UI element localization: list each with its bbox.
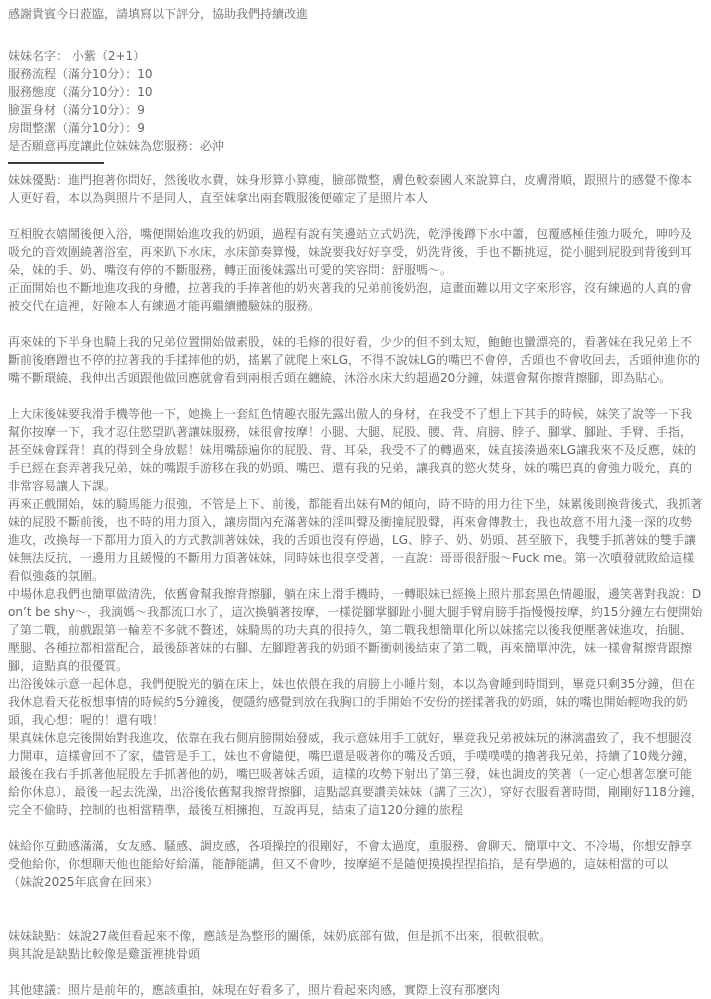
section-main-service (8, 405, 703, 819)
rating-row-looks (8, 101, 703, 119)
review-line: 出浴後妹示意一起休息，我們便脫光的躺在床上，妹也依偎在我的肩膀上小睡片刻，本以為會睡到時間到，畢竟只剩35分鐘，但在我休息看天花板想事情的時候約5分鐘後，便隱約感覺到放在我胸口的手開始不安份的搓揉著我的奶頭，妹的嘴也開始輕吻我的奶頭，我心想：喔的！還有哦！ (8, 677, 696, 727)
rating-separator: ： (125, 121, 138, 135)
rating-label: 服務態度（滿分10分） (8, 85, 126, 99)
review-line: 妹給你互動感滿滿，女友感、騷感、調皮感，各項操控的很剛好，不會太過度，重服務、會聊天、簡單中文、不冷場，你想安靜享受他給你，你想聊天他也能給好給滿，能靜能講，但又不會吵，按摩絕不是隨便摸摸捏捏掐掐，是有學過的，這妹相當的可以 (8, 839, 693, 871)
review-line: 妹妹缺點：妹說27歲但看起來不像，應該是為整形的關係，妹奶底部有做，但是抓不出來，很軟很軟。 (8, 929, 552, 943)
section-pros (8, 171, 703, 207)
review-line: 妹妹優點：進門抱著你問好，然後收水費，妹身形算小算瘦，臉部微整，膚色較泰國人來說算白，皮膚滑順，跟照片的感覺不像本人更好看，本以為與照片不是同人，直至妹拿出兩套戰服後便確定了是照片本人 (8, 173, 693, 205)
rating-label: 臉蛋身材（滿分10分） (8, 103, 126, 117)
rating-form (8, 47, 703, 155)
section-suggestion (8, 981, 703, 999)
review-line: 上大床後妹要我滑手機等他一下，她換上一套紅色情趣衣服先露出傲人的身材，在我受不了想上下其手的時候，妹笑了說等一下我幫你按摩一下，我才忍住慾望趴著讓妹服務，妹很會按摩！小腿、大腿、屁股、腰、背、肩膀、脖子、腳掌、腳趾、手臂、手指，甚至妹會踩背！真的得到全身放鬆！妹用嘴舔遍你的屁股、背、耳朵，我受不了的轉過來，妹直接湊過來LG讓我來不及反應，妹的手已經在套弄著我兄弟，妹的嘴跟手游移在我的奶頭、嘴巴、還有我的兄弟，讓我真的慾火焚身，妹的嘴巴真的會強力吸允，真的非常容易讓人下課。 (8, 407, 696, 493)
rating-label: 房間整潔（滿分10分） (8, 121, 126, 135)
rating-separator: ： (125, 85, 138, 99)
rating-separator: ： (125, 103, 138, 117)
review-line: 再來正戲開始，妹的騎馬能力很強，不管是上下、前後，都能看出妹有M的傾向，時不時的用力往下坐，妹累後則換背後式，我抓著妹的屁股不斷前後，也不時的用力頂入，讓房間內充滿著妹的淫叫聲及衝撞屁股聲，再來會傳教士，我也故意不用九淺一深的攻勢進攻，改換每一下都用力頂入的方式教訓著妹妹，我的舌頭也沒有停過，LG、脖子、奶、奶頭、甚至腋下，我雙手抓著妹的雙手讓妹無法反抗，一邊用力且緩慢的不斷用力頂著妹妹，同時妹也很享受著，一直說：哥哥很舒服～Fuck me。第一次噴發就敗給這樣看似強姦的氛圍。 (8, 497, 703, 583)
survey-intro-text: 感謝貴賓今日蒞臨，請填寫以下評分，協助我們持續改進 (8, 7, 309, 21)
section-bath (8, 225, 703, 315)
rating-value: 10 (137, 67, 153, 81)
rating-label: 是否願意再度讓此位妹妹為您服務 (8, 139, 189, 153)
rating-separator: ： (125, 67, 138, 81)
review-line: 再來妹的下半身也騎上我的兄弟位置開始做素股，妹的毛修的很好看，少少的但不到太短，鮑鮑也蠻漂亮的，看著妹在我兄弟上不斷前後磨蹭也不停的拉著我的手揉摔他的奶，搖累了就爬上來LG，不得不說妹LG的嘴巴不會停，舌頭也不會收回去，舌頭伸進你的嘴不斷環繞，我伸出舌頭跟他做回應就會看到兩根舌頭在纏繞，沐浴水床大約超過20分鐘，妹還會幫你擦背擦腳，即為貼心。 (8, 335, 700, 385)
rating-value: 10 (137, 85, 153, 99)
rating-value: 必沖 (200, 139, 225, 153)
rating-value: 小紫（2+1） (71, 49, 146, 63)
review-line: （妹說2025年底會在回來） (8, 875, 159, 889)
review-line: 正面開始也不斷地進攻我的身體，拉著我的手捧著他的奶夾著我的兄弟前後奶泡，這畫面難以用文字來形容，沒有練過的人真的會被交代在這裡，好險本人有練過才能再繼續體驗妹的服務。 (8, 281, 693, 313)
rating-row-room (8, 119, 703, 137)
review-line: 中場休息我們也簡單做清洗，依舊會幫我擦背擦腳，躺在床上滑手機時，一轉眼妹已經換上照片那套黑色情趣服，邊笑著對我說：Don’t be shy～，我滴媽～我都流口水了，這次換躺著按摩，一樣從腳掌腳趾小腿大腿手臂肩膀手指慢慢按摩，約15分鐘左右便開始了第二戰，前戲跟第一輪差不多就不贅述，妹騎馬的功夫真的很持久，第二戰我想簡單化所以妹搖完以後我便壓著妹進攻，抬腿、壓腿、各種拉都相當配合，最後舔著妹的右腳、左腳蹬著我的奶頭不斷衝刺後結束了第二戰，再來簡單沖洗，妹一樣會幫擦背跟擦腳，這點真的很優質。 (8, 587, 703, 673)
rating-label: 妹妹名字 (8, 49, 57, 63)
review-line: 與其說是缺點比較像是雞蛋裡挑骨頭 (8, 947, 201, 961)
rating-value: 9 (137, 121, 145, 135)
review-line: 果真妹休息完後開始對我進攻，依靠在我右側肩膀開始發威，我示意妹用手工就好，畢竟我兄弟被妹玩的淋漓盡致了，我不想腿沒力開車，這樣會回不了家，儘管是手工，妹也不會隨便，嘴巴還是吸著你的嘴及舌頭，手噗噗噗的擼著我兄弟，持續了10幾分鐘，最後在我右手抓著他屁股左手抓著他的奶，嘴巴吸著妹舌頭，這樣的攻勢下射出了第三發，妹也調皮的笑著（一定心想著怎麼可能給你休息），最後一起去洗澡，出浴後依舊幫我擦背擦腳，這點認真要讚美妹妹（講了三次），穿好衣服看著時間，剛剛好118分鐘，完全不偷時，控制的也相當精準，最後互相擁抱，互說再見，結束了這120分鐘的旅程 (8, 731, 703, 817)
rating-row-attitude (8, 83, 703, 101)
rating-value: 9 (137, 103, 145, 117)
section-cons (8, 927, 703, 963)
section-summary (8, 837, 703, 891)
section-divider (8, 162, 104, 164)
rating-row-again (8, 137, 703, 155)
rating-separator: ： (188, 139, 201, 153)
rating-label: 服務流程（滿分10分） (8, 67, 126, 81)
rating-separator: ： (56, 49, 72, 63)
rating-row-service-flow (8, 65, 703, 83)
review-line: 互相脫衣嬉鬧後便入浴，嘴便開始進攻我的奶頭，過程有說有笑邊站立式奶洗，乾淨後蹲下水中蕭，包覆感極佳強力吸允，呻吟及吸允的音效圍繞著浴室，再來趴下水床，水床節奏算慢，妹說要我好好享受，奶洗背後，手也不斷挑逗，從小腿到屁股到背後到耳朵，妹的手、奶、嘴沒有停的不斷服務，轉正面後妹露出可愛的笑容問：舒服嗎～。 (8, 227, 693, 277)
section-waterbed (8, 333, 703, 387)
review-line: 其他建議：照片是前年的，應該重拍，妹現在好看多了，照片看起來肉感，實際上沒有那麼肉 (8, 983, 501, 997)
rating-row-name (8, 47, 703, 65)
